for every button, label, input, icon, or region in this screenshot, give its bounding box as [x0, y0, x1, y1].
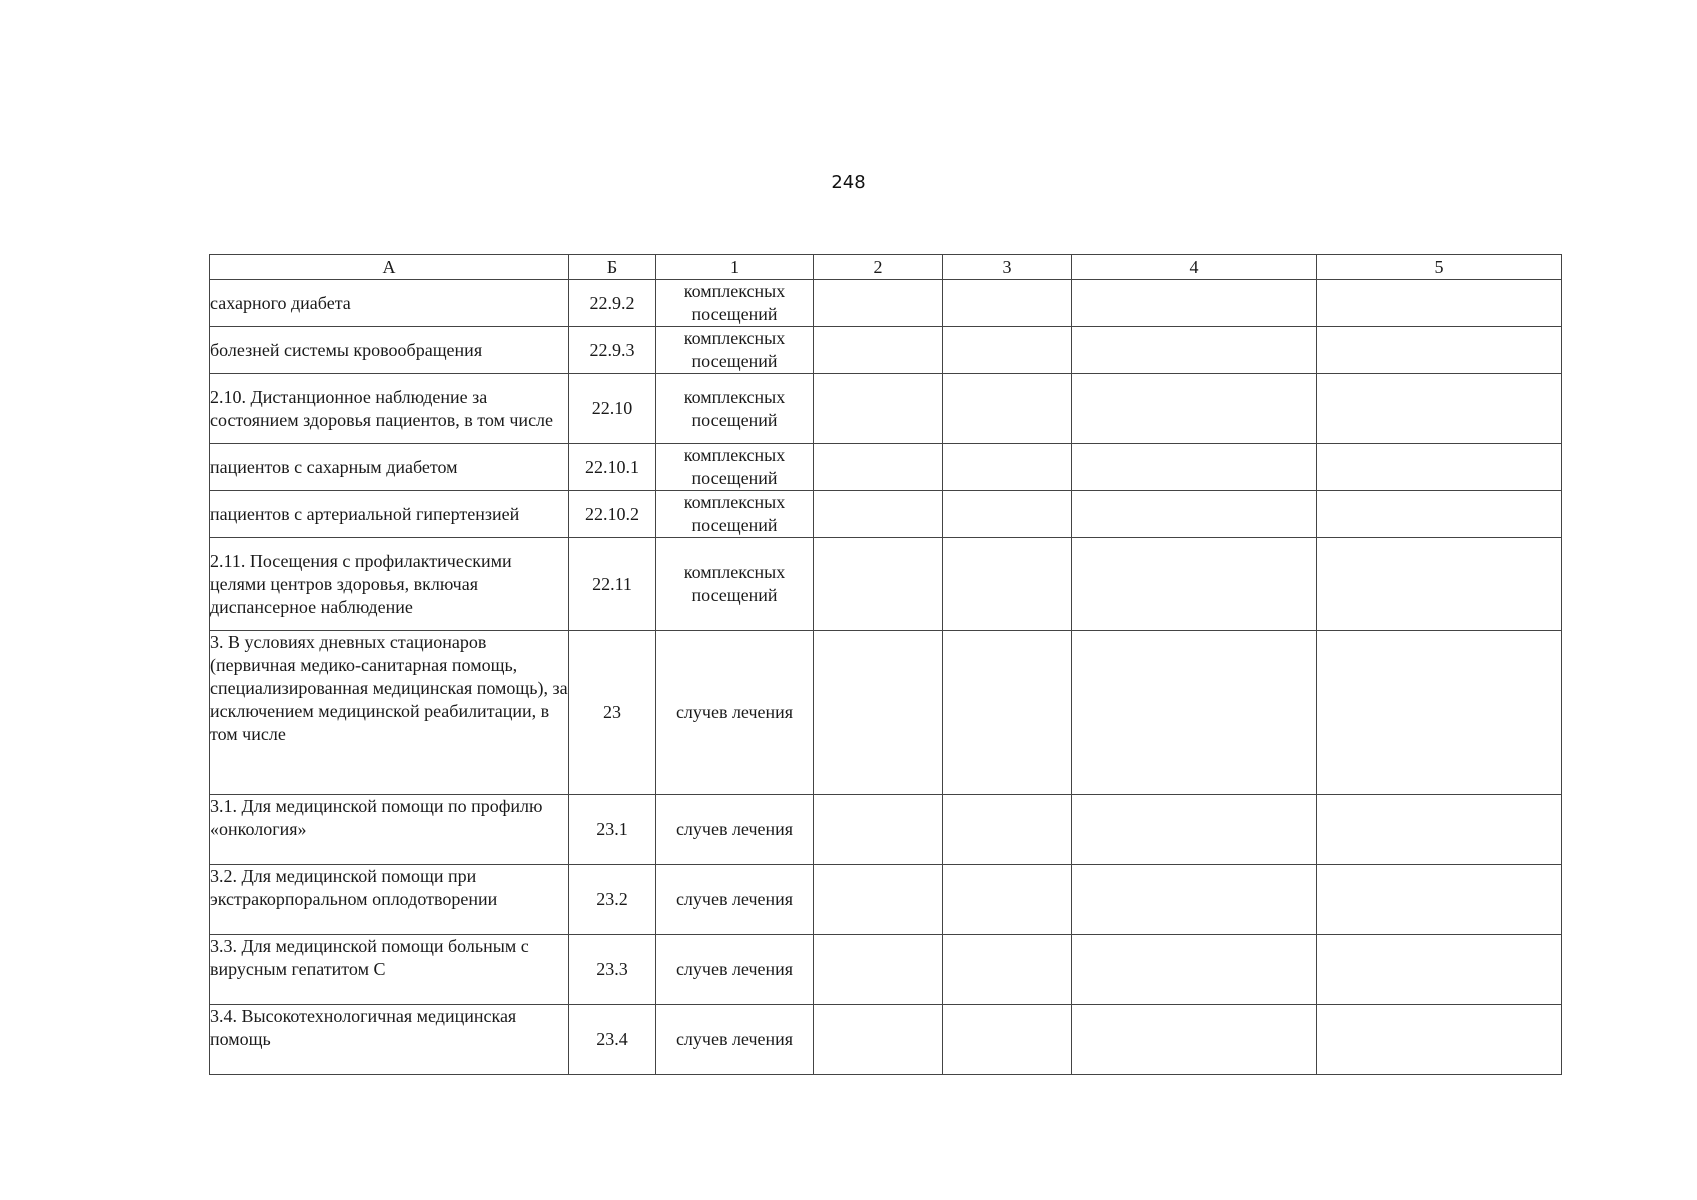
cell-col-3	[943, 935, 1072, 1005]
row-code: 23.2	[569, 865, 656, 935]
column-header-2: 2	[814, 255, 943, 280]
cell-col-5	[1317, 631, 1562, 795]
row-description: 2.10. Дистанционное наблюдение за состоянием здоровья пациентов, в том числе	[210, 374, 569, 444]
row-code: 22.10.1	[569, 444, 656, 491]
row-description: пациентов с сахарным диабетом	[210, 444, 569, 491]
cell-col-3	[943, 444, 1072, 491]
cell-col-4	[1072, 935, 1317, 1005]
cell-col-5	[1317, 444, 1562, 491]
table-row	[210, 935, 1562, 1005]
row-description: 2.11. Посещения с профилактическими целями центров здоровья, включая диспансерное наблюдение	[210, 538, 569, 631]
table-body	[210, 280, 1562, 1075]
table-header	[210, 255, 1562, 280]
cell-col-3	[943, 538, 1072, 631]
cell-col-3	[943, 865, 1072, 935]
row-code: 22.11	[569, 538, 656, 631]
cell-col-5	[1317, 280, 1562, 327]
cell-col-3	[943, 631, 1072, 795]
cell-col-2	[814, 1005, 943, 1075]
row-unit: случев лечения	[656, 1005, 814, 1075]
table-row	[210, 444, 1562, 491]
cell-col-2	[814, 795, 943, 865]
row-unit: комплексных посещений	[656, 538, 814, 631]
cell-col-2	[814, 327, 943, 374]
row-description: сахарного диабета	[210, 280, 569, 327]
row-code: 22.10	[569, 374, 656, 444]
cell-col-4	[1072, 631, 1317, 795]
column-header-1: 1	[656, 255, 814, 280]
row-code: 22.9.2	[569, 280, 656, 327]
cell-col-4	[1072, 795, 1317, 865]
cell-col-4	[1072, 865, 1317, 935]
cell-col-5	[1317, 1005, 1562, 1075]
row-description: 3. В условиях дневных стационаров (первичная медико-санитарная помощь, специализированная медицинская помощь), за исключением медицинской реабилитации, в том числе	[210, 631, 569, 795]
table-row	[210, 538, 1562, 631]
data-table	[209, 254, 1562, 1075]
row-code: 23	[569, 631, 656, 795]
page-number: 248	[831, 172, 866, 193]
cell-col-5	[1317, 538, 1562, 631]
row-code: 23.3	[569, 935, 656, 1005]
column-header-b: Б	[569, 255, 656, 280]
cell-col-3	[943, 327, 1072, 374]
cell-col-4	[1072, 327, 1317, 374]
row-description: болезней системы кровообращения	[210, 327, 569, 374]
column-header-5: 5	[1317, 255, 1562, 280]
cell-col-2	[814, 631, 943, 795]
column-header-a: А	[210, 255, 569, 280]
row-unit: случев лечения	[656, 865, 814, 935]
cell-col-5	[1317, 865, 1562, 935]
table-row	[210, 795, 1562, 865]
cell-col-3	[943, 1005, 1072, 1075]
cell-col-4	[1072, 491, 1317, 538]
cell-col-5	[1317, 795, 1562, 865]
row-unit: случев лечения	[656, 795, 814, 865]
cell-col-2	[814, 865, 943, 935]
table-row	[210, 327, 1562, 374]
cell-col-5	[1317, 935, 1562, 1005]
cell-col-2	[814, 491, 943, 538]
cell-col-2	[814, 374, 943, 444]
row-code: 23.4	[569, 1005, 656, 1075]
cell-col-3	[943, 491, 1072, 538]
row-unit: комплексных посещений	[656, 374, 814, 444]
table-row	[210, 1005, 1562, 1075]
table-row	[210, 280, 1562, 327]
cell-col-4	[1072, 1005, 1317, 1075]
table-row	[210, 631, 1562, 795]
cell-col-4	[1072, 280, 1317, 327]
cell-col-4	[1072, 538, 1317, 631]
cell-col-4	[1072, 374, 1317, 444]
column-header-4: 4	[1072, 255, 1317, 280]
row-code: 23.1	[569, 795, 656, 865]
table-row	[210, 374, 1562, 444]
row-description: пациентов с артериальной гипертензией	[210, 491, 569, 538]
row-description: 3.3. Для медицинской помощи больным с вирусным гепатитом С	[210, 935, 569, 1005]
cell-col-5	[1317, 327, 1562, 374]
row-description: 3.1. Для медицинской помощи по профилю «онкология»	[210, 795, 569, 865]
cell-col-2	[814, 444, 943, 491]
row-code: 22.9.3	[569, 327, 656, 374]
cell-col-3	[943, 795, 1072, 865]
row-description: 3.4. Высокотехнологичная медицинская помощь	[210, 1005, 569, 1075]
cell-col-2	[814, 280, 943, 327]
table-row	[210, 865, 1562, 935]
row-unit: комплексных посещений	[656, 444, 814, 491]
column-header-3: 3	[943, 255, 1072, 280]
cell-col-5	[1317, 491, 1562, 538]
cell-col-4	[1072, 444, 1317, 491]
cell-col-2	[814, 935, 943, 1005]
table-row	[210, 491, 1562, 538]
row-unit: комплексных посещений	[656, 280, 814, 327]
row-unit: случев лечения	[656, 935, 814, 1005]
row-code: 22.10.2	[569, 491, 656, 538]
header-row	[210, 255, 1562, 280]
row-description: 3.2. Для медицинской помощи при экстракорпоральном оплодотворении	[210, 865, 569, 935]
cell-col-3	[943, 374, 1072, 444]
cell-col-5	[1317, 374, 1562, 444]
row-unit: случев лечения	[656, 631, 814, 795]
row-unit: комплексных посещений	[656, 327, 814, 374]
row-unit: комплексных посещений	[656, 491, 814, 538]
cell-col-3	[943, 280, 1072, 327]
cell-col-2	[814, 538, 943, 631]
